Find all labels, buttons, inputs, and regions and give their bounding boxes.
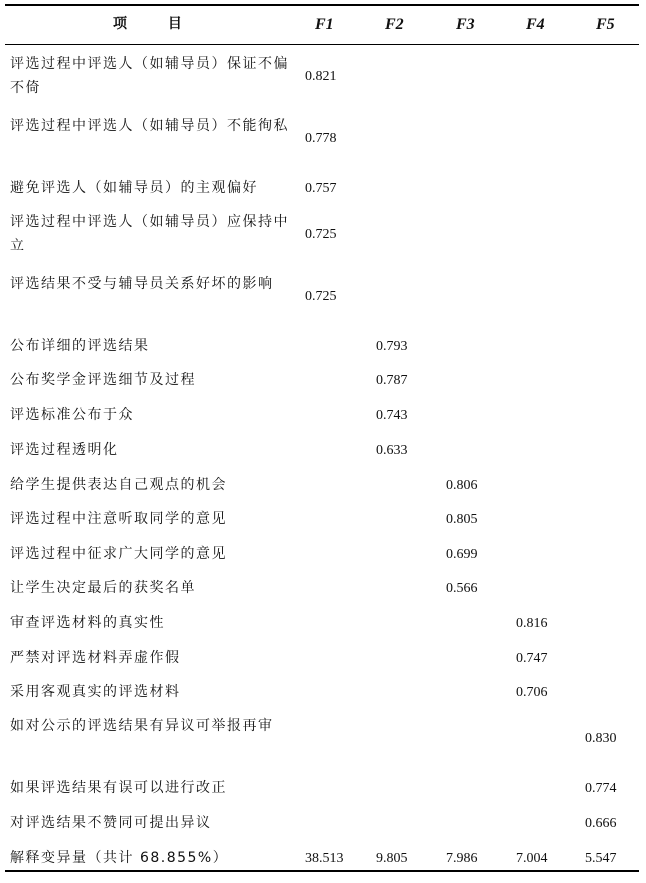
footer-value-f2: 9.805 — [376, 851, 408, 866]
header-f2: F2 — [385, 16, 404, 33]
row-value: 0.699 — [446, 547, 478, 562]
row-value: 0.793 — [376, 339, 408, 354]
row-label: 评选结果不受与辅导员关系好坏的影响 — [10, 276, 274, 292]
row-value: 0.806 — [446, 478, 478, 493]
row-value: 0.725 — [305, 227, 337, 242]
row-value: 0.778 — [305, 131, 337, 146]
footer-label: 解释变异量（共计 68.855%） — [10, 850, 229, 866]
row-label: 让学生决定最后的获奖名单 — [10, 580, 196, 596]
row-label: 评选过程中评选人（如辅导员）保证不偏不倚 — [10, 56, 289, 96]
table-bottom-rule — [5, 870, 639, 872]
footer-value-f3: 7.986 — [446, 851, 478, 866]
row-label: 评选过程透明化 — [10, 442, 119, 458]
row-value: 0.706 — [516, 685, 548, 700]
row-value: 0.787 — [376, 373, 408, 388]
row-value: 0.774 — [585, 781, 617, 796]
row-label: 评选过程中评选人（如辅导员）不能徇私 — [10, 118, 289, 134]
table-footer-row — [5, 844, 639, 870]
row-label: 对评选结果不赞同可提出异议 — [10, 815, 212, 831]
table-header — [5, 4, 639, 44]
footer-value-f1: 38.513 — [305, 851, 344, 866]
row-value: 0.830 — [585, 731, 617, 746]
footer-value-f4: 7.004 — [516, 851, 548, 866]
row-label: 公布详细的评选结果 — [10, 338, 150, 354]
header-item: 项 目 — [113, 16, 200, 32]
table-header-rule — [5, 44, 639, 45]
row-label: 审查评选材料的真实性 — [10, 615, 165, 631]
row-label: 如对公示的评选结果有异议可举报再审 — [10, 718, 274, 734]
row-value: 0.747 — [516, 651, 548, 666]
row-value: 0.805 — [446, 512, 478, 527]
row-value: 0.633 — [376, 443, 408, 458]
row-value: 0.757 — [305, 181, 337, 196]
row-value: 0.821 — [305, 69, 337, 84]
footer-value-f5: 5.547 — [585, 851, 617, 866]
row-label: 如果评选结果有误可以进行改正 — [10, 780, 227, 796]
row-label: 评选过程中评选人（如辅导员）应保持中立 — [10, 214, 289, 254]
row-label: 评选过程中注意听取同学的意见 — [10, 511, 227, 527]
row-label: 公布奖学金评选细节及过程 — [10, 372, 196, 388]
row-value: 0.566 — [446, 581, 478, 596]
header-f4: F4 — [526, 16, 545, 33]
row-label: 采用客观真实的评选材料 — [10, 684, 181, 700]
row-label: 评选标准公布于众 — [10, 407, 134, 423]
row-label: 避免评选人（如辅导员）的主观偏好 — [10, 180, 258, 196]
header-f3: F3 — [456, 16, 475, 33]
row-value: 0.743 — [376, 408, 408, 423]
row-label: 评选过程中征求广大同学的意见 — [10, 546, 227, 562]
row-label: 严禁对评选材料弄虚作假 — [10, 650, 181, 666]
header-f1: F1 — [315, 16, 334, 33]
row-label: 给学生提供表达自己观点的机会 — [10, 477, 227, 493]
header-f5: F5 — [596, 16, 615, 33]
row-value: 0.666 — [585, 816, 617, 831]
row-value: 0.725 — [305, 289, 337, 304]
row-value: 0.816 — [516, 616, 548, 631]
